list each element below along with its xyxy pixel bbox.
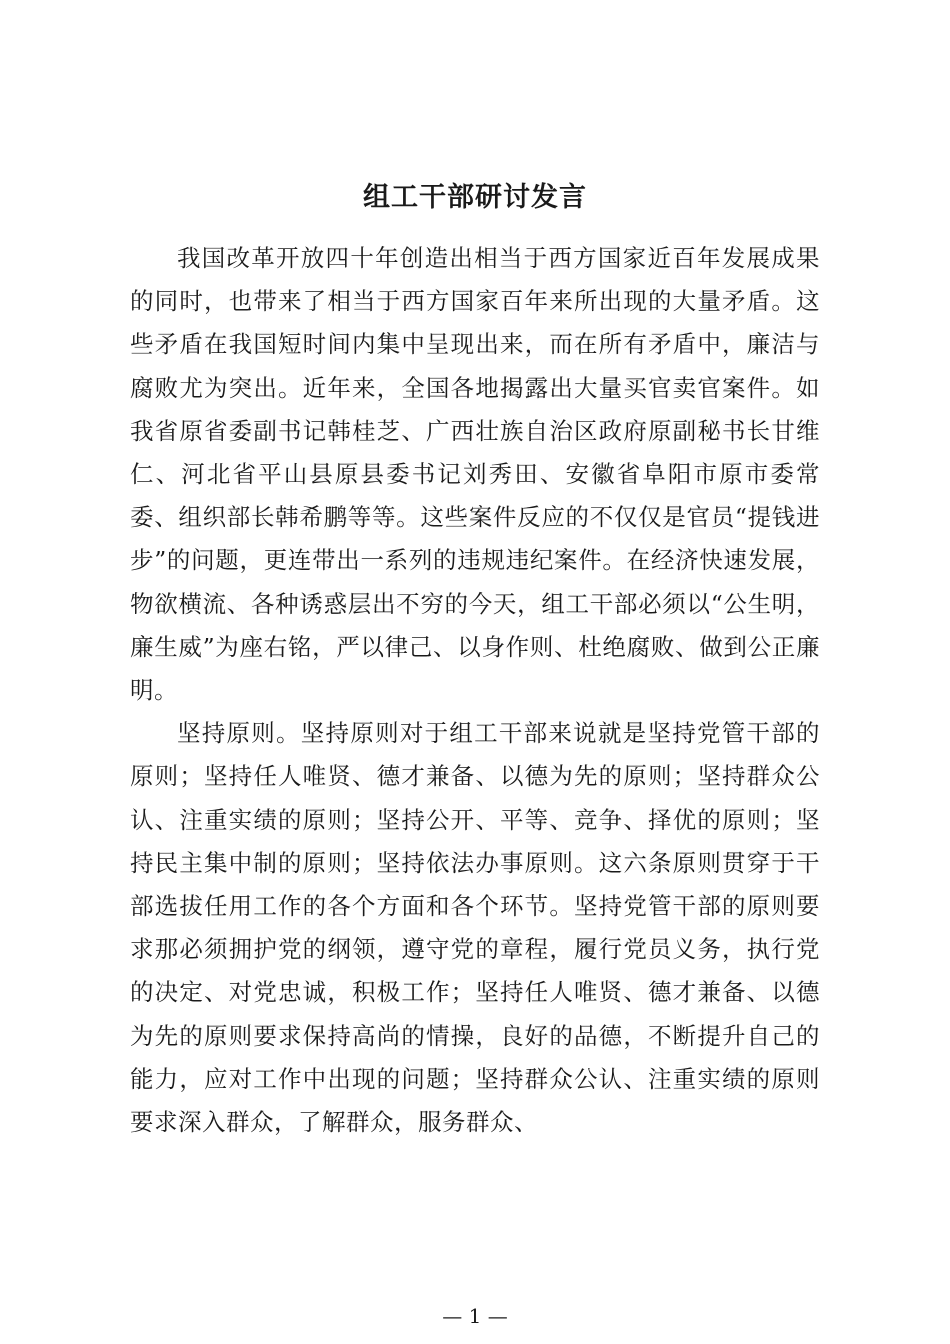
- page-number: — 1 —: [442, 1304, 508, 1328]
- document-body: [130, 237, 820, 1144]
- document-title: 组工干部研讨发言: [363, 182, 587, 213]
- paragraph-principles: 坚持原则。坚持原则对于组工干部来说就是坚持党管干部的原则；坚持任人唯贤、德才兼备、以德为先的原则；坚持群众公认、注重实绩的原则；坚持公开、平等、竞争、择优的原则；坚持民主集中制的原则；坚持依法办事原则。这六条原则贯穿于干部选拔任用工作的各个方面和各个环节。坚持党管干部的原则要求那必须拥护党的纲领，遵守党的章程，履行党员义务，执行党的决定、对党忠诚，积极工作；坚持任人唯贤、德才兼备、以德为先的原则要求保持高尚的情操，良好的品德，不断提升自己的能力，应对工作中出现的问题；坚持群众公认、注重实绩的原则要求深入群众，了解群众，服务群众、: [130, 719, 820, 1137]
- paragraph-intro: 我国改革开放四十年创造出相当于西方国家近百年发展成果的同时，也带来了相当于西方国家百年来所出现的大量矛盾。这些矛盾在我国短时间内集中呈现出来，而在所有矛盾中，廉洁与腐败尤为突出。近年来，全国各地揭露出大量买官卖官案件。如我省原省委副书记韩桂芝、广西壮族自治区政府原副秘书长甘维仁、河北省平山县原县委书记刘秀田、安徽省阜阳市原市委常委、组织部长韩希鹏等等。这些案件反应的不仅仅是官员“提钱进步”的问题，更连带出一系列的违规违纪案件。在经济快速发展，物欲横流、各种诱惑层出不穷的今天，组工干部必须以“公生明，廉生威”为座右铭，严以律己、以身作则、杜绝腐败、做到公正廉明。: [130, 244, 820, 705]
